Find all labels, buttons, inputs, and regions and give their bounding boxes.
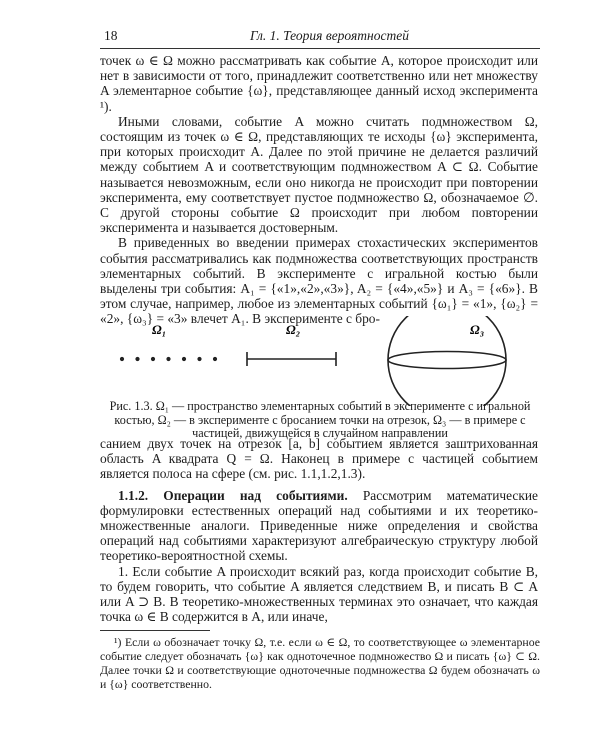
outcome-dot bbox=[182, 357, 186, 361]
section-heading: 1.1.2. Операции над событиями. bbox=[118, 487, 348, 503]
paragraph: В приведенных во введении примерах стохастических экспериментов события рассматривались как подмножества соответствующих пространств элементарных событий. В эксперименте с игральной костью были выделены три события: A₁ = {«1»,«2»,«3»}, A₂ = {«4»,«5»} и A₃ = {«6»}. В этом случае, например, любое из элементарных событий {ω₁} = «1», {ω₂} = «2», {ω₃} = «3» влечет A₁. В эксперименте с бро- bbox=[100, 235, 538, 327]
running-title: Гл. 1. Теория вероятностей bbox=[250, 28, 409, 43]
label-omega-2: Ω₂ bbox=[286, 322, 301, 337]
section-paragraph bbox=[100, 488, 538, 564]
outcome-dot bbox=[166, 357, 170, 361]
running-header bbox=[100, 26, 540, 49]
label-omega-3: Ω₃ bbox=[470, 322, 485, 337]
sphere bbox=[388, 316, 506, 406]
outcome-dot bbox=[120, 357, 124, 361]
outcome-dot bbox=[135, 357, 139, 361]
figure-svg bbox=[100, 316, 540, 406]
paragraph: Иными словами, событие A можно считать подмножеством Ω, состоящим из точек ω ∈ Ω, представляющих те исходы {ω} эксперимента, при которых происходит A. Далее по этой причине не делается различий между событием A и соответствующим подмножеством A ⊂ Ω. Событие называется невозможным, если оно никогда не происходит при повторении эксперимента, ему соответствует пустое подмножество Ω, обозначаемое ∅. С другой стороны событие Ω происходит при любом повторении эксперимента и называется достоверным. bbox=[100, 113, 538, 236]
paragraph: 1. Если событие A происходит всякий раз, когда происходит событие B, то будем говорить, что событие A является следствием B, и писать B ⊂ A или A ⊃ B. В теоретико-множественных терминах это означает, что каждая точка ω ∈ B содержится в A, или иначе, bbox=[100, 563, 538, 625]
label-omega-1: Ω₁ bbox=[152, 322, 167, 337]
footnote-text: ¹) Если ω обозначает точку Ω, т.е. если ω ∈ Ω, то соответствующее ω элементарное событие следует обозначать {ω} как одноточечное подмножество Ω и писать {ω} ⊂ Ω. Далее точки Ω и соответствующие одноточечные подмножества Ω будем обозначать ω и {ω} соответственно. bbox=[100, 635, 540, 691]
segment bbox=[247, 352, 336, 366]
body-text-top bbox=[100, 53, 538, 327]
section-text: Рассмотрим математические формулировки естественных операций над событиями и их теоретико-множественные аналоги. Приведенные ниже определения и свойства операций над событиями характеризуют алгебраическую структуру любой теоретико-вероятностной схемы. bbox=[100, 487, 538, 564]
footnote-rule bbox=[100, 630, 210, 631]
figure-1-3 bbox=[100, 316, 540, 406]
paragraph: санием двух точек на отрезок [a, b] событием является заштрихованная область A квадрата Q = Ω. Наконец в примере с частицей событием является полоса на сфере (см. рис. 1.1,1.2,1.3). bbox=[100, 436, 538, 482]
outcome-dot bbox=[213, 357, 217, 361]
dice-outcome-dots bbox=[120, 357, 217, 361]
footnote bbox=[100, 630, 540, 691]
body-text-bottom bbox=[100, 436, 538, 624]
page-number: 18 bbox=[104, 28, 118, 43]
figure-caption: Рис. 1.3. Ω₁ — пространство элементарных событий в эксперименте с игральной костью, Ω₂ — в эксперименте с бросанием точки на отрезок, Ω₃ — в примере с частицей, движущейся в случайном направлении bbox=[109, 399, 531, 441]
outcome-dot bbox=[197, 357, 201, 361]
outcome-dot bbox=[151, 357, 155, 361]
paragraph: точек ω ∈ Ω можно рассматривать как событие A, которое происходит или нет в зависимости от того, принадлежит соответственно или нет множеству A элементарное событие {ω}, представляющее данный исход эксперимента ¹). bbox=[100, 53, 538, 114]
